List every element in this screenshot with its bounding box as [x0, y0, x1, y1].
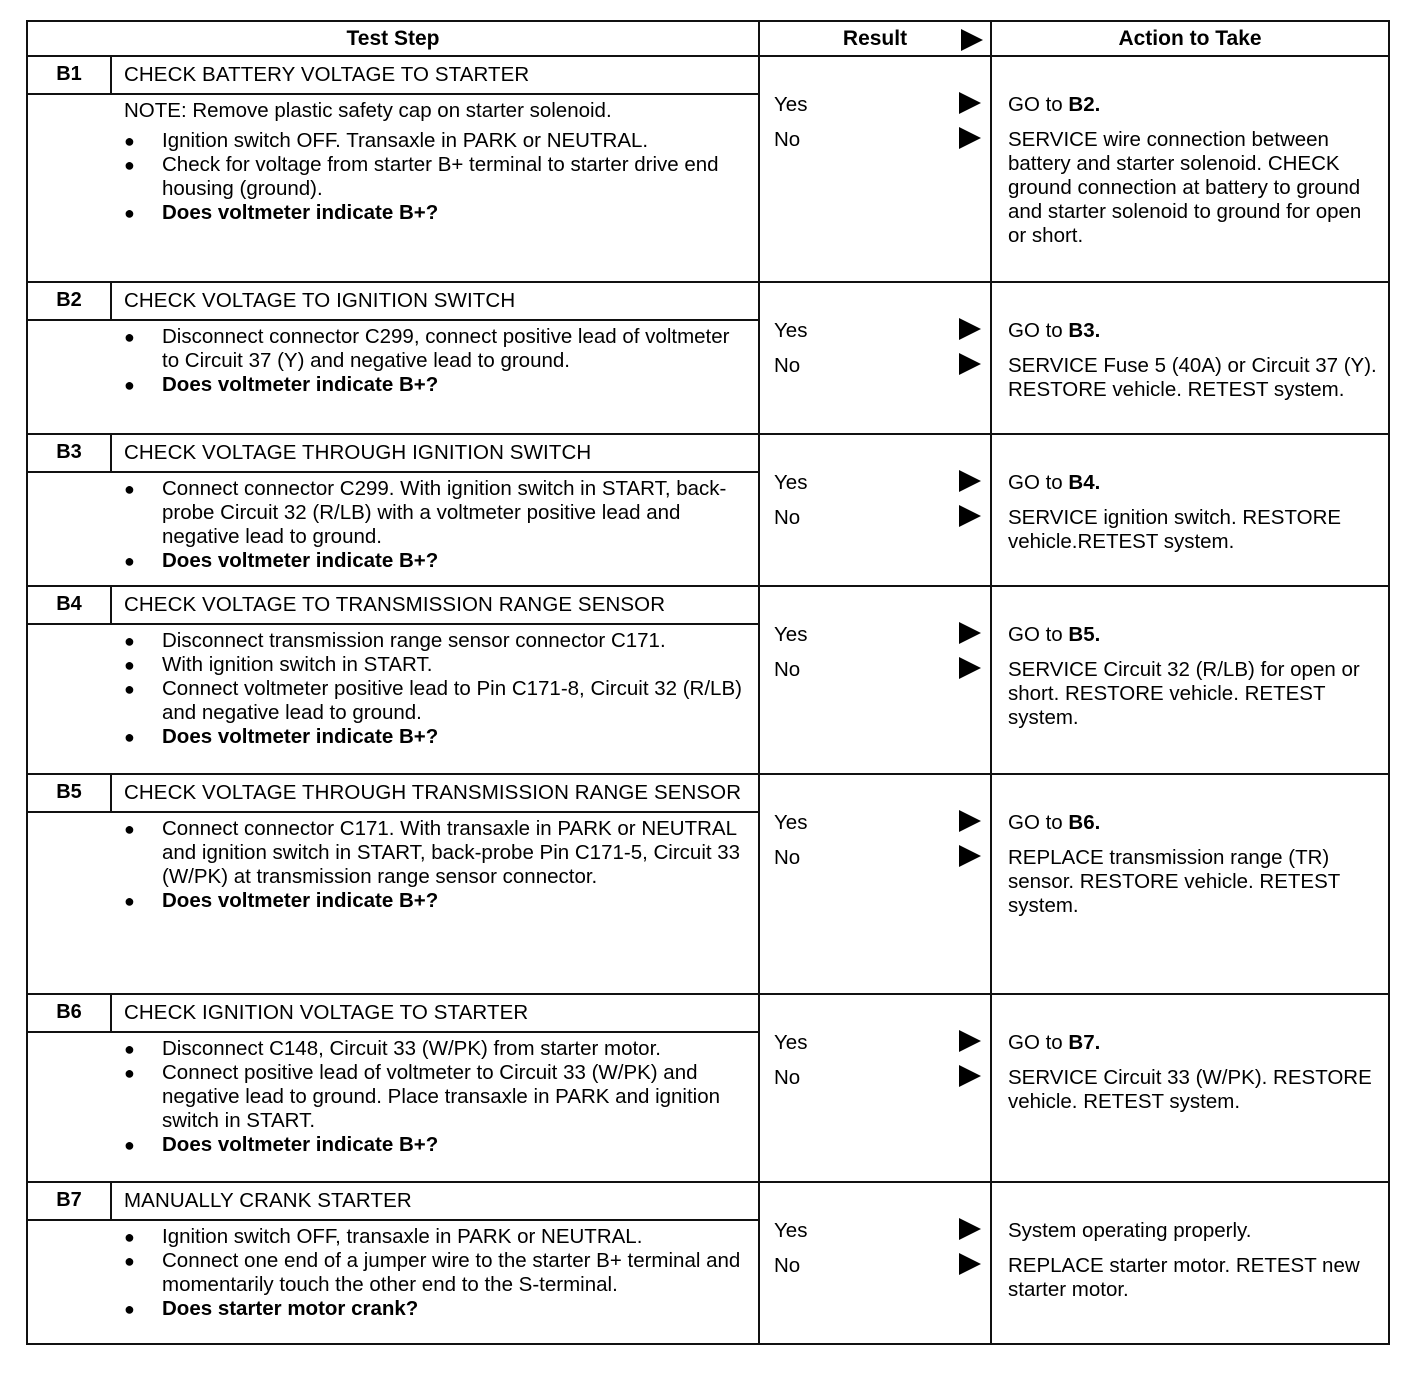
result-yes	[774, 1219, 984, 1254]
result-label: No	[774, 506, 801, 529]
list-item	[124, 677, 748, 725]
bullet-text: Check for voltage from starter B+ terminal to starter drive end housing (ground).	[162, 153, 719, 200]
yes-action-target: B3.	[1068, 319, 1101, 342]
step-bullets	[124, 817, 748, 913]
list-item	[124, 153, 748, 201]
step-id: B2	[28, 283, 112, 319]
result-no	[774, 1066, 984, 1101]
test-step-cell	[27, 994, 759, 1182]
right-arrow-icon	[958, 809, 982, 833]
right-arrow-icon	[958, 91, 982, 115]
table-row-b6	[27, 994, 1389, 1182]
result-label: Yes	[774, 1031, 808, 1054]
right-arrow-icon	[958, 469, 982, 493]
step-body	[28, 473, 758, 581]
step-header	[28, 57, 758, 95]
step-header	[28, 995, 758, 1033]
bullet-text: Ignition switch OFF. Transaxle in PARK or NEUTRAL.	[162, 129, 649, 152]
right-arrow-icon	[958, 621, 982, 645]
list-item	[124, 1037, 748, 1061]
step-header	[28, 283, 758, 321]
result-list	[760, 775, 990, 881]
step-bullets	[124, 1037, 748, 1157]
action-cell	[991, 1182, 1389, 1344]
action-list	[992, 775, 1388, 926]
action-list	[992, 283, 1388, 410]
right-arrow-icon	[958, 1029, 982, 1053]
header-result	[759, 21, 991, 56]
diagnostic-table	[26, 20, 1390, 1345]
bullet-text: Connect voltmeter positive lead to Pin C171-8, Circuit 32 (R/LB) and negative lead to ground.	[162, 677, 742, 724]
bullet-text: Disconnect transmission range sensor connector C171.	[162, 629, 666, 652]
bullet-icon: ●	[124, 131, 135, 151]
test-step-cell	[27, 282, 759, 434]
list-item	[124, 653, 748, 677]
step-header	[28, 1183, 758, 1221]
result-cell	[759, 282, 991, 434]
question-text: Does voltmeter indicate B+?	[162, 373, 439, 396]
right-arrow-icon	[958, 126, 982, 150]
no-action: SERVICE wire connection between battery and starter solenoid. CHECK ground connection at battery to ground and starter solenoid to ground for open or short.	[1008, 128, 1362, 247]
yes-action-prefix: GO to	[1008, 471, 1069, 494]
action-cell	[991, 434, 1389, 586]
yes-action	[1008, 471, 1380, 495]
step-body	[28, 95, 758, 233]
bullet-icon: ●	[124, 631, 135, 651]
result-no	[774, 658, 984, 693]
step-title: CHECK VOLTAGE THROUGH IGNITION SWITCH	[124, 441, 592, 464]
right-arrow-icon	[958, 1064, 982, 1088]
result-no	[774, 846, 984, 881]
bullet-icon: ●	[124, 375, 135, 395]
result-label: No	[774, 658, 801, 681]
result-label: Yes	[774, 811, 808, 834]
right-arrow-icon	[958, 317, 982, 341]
no-action: SERVICE Fuse 5 (40A) or Circuit 37 (Y). RESTORE vehicle. RETEST system.	[1008, 354, 1377, 401]
right-arrow-icon	[958, 656, 982, 680]
header-test-step: Test Step	[27, 21, 759, 56]
yes-action	[1008, 93, 1380, 117]
list-item	[124, 129, 748, 153]
result-no	[774, 506, 984, 541]
yes-action-target: B4.	[1068, 471, 1101, 494]
result-yes	[774, 319, 984, 354]
step-body	[28, 1033, 758, 1165]
test-step-cell	[27, 774, 759, 994]
bullet-icon: ●	[124, 1135, 135, 1155]
right-arrow-icon	[958, 504, 982, 528]
result-label: Yes	[774, 1219, 808, 1242]
yes-action-prefix: System operating properly.	[1008, 1219, 1252, 1242]
question-text: Does voltmeter indicate B+?	[162, 549, 439, 572]
question-item	[124, 201, 748, 225]
result-cell	[759, 586, 991, 774]
step-body	[28, 625, 758, 757]
header-row	[27, 21, 1389, 56]
bullet-text: Ignition switch OFF, transaxle in PARK or NEUTRAL.	[162, 1225, 643, 1248]
yes-action-prefix: GO to	[1008, 93, 1069, 116]
list-item	[124, 1249, 748, 1297]
result-cell	[759, 56, 991, 282]
right-arrow-icon	[958, 352, 982, 376]
step-bullets	[124, 325, 748, 397]
step-id: B5	[28, 775, 112, 811]
bullet-icon: ●	[124, 1063, 135, 1083]
result-label: No	[774, 128, 801, 151]
step-bullets	[124, 1225, 748, 1321]
bullet-icon: ●	[124, 1251, 135, 1271]
step-id: B6	[28, 995, 112, 1031]
test-step-cell	[27, 1182, 759, 1344]
question-text: Does voltmeter indicate B+?	[162, 201, 439, 224]
bullet-text: Connect positive lead of voltmeter to Circuit 33 (W/PK) and negative lead to ground. Place transaxle in PARK and ignition switch in START.	[162, 1061, 721, 1132]
result-yes	[774, 623, 984, 658]
yes-action	[1008, 623, 1380, 647]
step-header	[28, 587, 758, 625]
yes-action-prefix: GO to	[1008, 1031, 1069, 1054]
list-item	[124, 477, 748, 549]
yes-action-target: B2.	[1068, 93, 1101, 116]
right-arrow-icon	[958, 1217, 982, 1241]
step-header	[28, 435, 758, 473]
result-list	[760, 1183, 990, 1289]
bullet-icon: ●	[124, 891, 135, 911]
step-id: B3	[28, 435, 112, 471]
step-body	[28, 321, 758, 405]
question-text: Does voltmeter indicate B+?	[162, 889, 439, 912]
bullet-icon: ●	[124, 1299, 135, 1319]
bullet-text: Connect connector C299. With ignition switch in START, back-probe Circuit 32 (R/LB) with a voltmeter positive lead and negative lead to ground.	[162, 477, 727, 548]
question-item	[124, 373, 748, 397]
yes-action	[1008, 1219, 1380, 1243]
bullet-text: Connect connector C171. With transaxle in PARK or NEUTRAL and ignition switch in START, back-probe Pin C171-5, Circuit 33 (W/PK) at transmission range sensor connector.	[162, 817, 741, 888]
question-text: Does voltmeter indicate B+?	[162, 1133, 439, 1156]
step-title: MANUALLY CRANK STARTER	[124, 1189, 412, 1212]
step-bullets	[124, 129, 748, 225]
yes-action-target: B5.	[1068, 623, 1101, 646]
question-item	[124, 1133, 748, 1157]
question-item	[124, 1297, 748, 1321]
result-list	[760, 283, 990, 389]
result-label: Yes	[774, 471, 808, 494]
bullet-icon: ●	[124, 1227, 135, 1247]
no-action: REPLACE transmission range (TR) sensor. RESTORE vehicle. RETEST system.	[1008, 846, 1340, 917]
bullet-icon: ●	[124, 727, 135, 747]
yes-action	[1008, 811, 1380, 835]
action-list	[992, 57, 1388, 256]
list-item	[124, 1225, 748, 1249]
table-row-b7	[27, 1182, 1389, 1344]
yes-action-prefix: GO to	[1008, 319, 1069, 342]
action-cell	[991, 994, 1389, 1182]
action-cell	[991, 586, 1389, 774]
list-item	[124, 1061, 748, 1133]
result-label: Yes	[774, 93, 808, 116]
table-row-b4	[27, 586, 1389, 774]
list-item	[124, 817, 748, 889]
action-cell	[991, 56, 1389, 282]
result-label: No	[774, 354, 801, 377]
table-row-b3	[27, 434, 1389, 586]
step-body	[28, 813, 758, 921]
question-item	[124, 549, 748, 573]
right-arrow-icon	[958, 844, 982, 868]
step-body	[28, 1221, 758, 1329]
result-label: Yes	[774, 319, 808, 342]
result-list	[760, 995, 990, 1101]
result-label: No	[774, 1254, 801, 1277]
bullet-text: Connect one end of a jumper wire to the starter B+ terminal and momentarily touch the other end to the S-terminal.	[162, 1249, 741, 1296]
step-id: B4	[28, 587, 112, 623]
action-cell	[991, 774, 1389, 994]
step-header	[28, 775, 758, 813]
yes-action-prefix: GO to	[1008, 811, 1069, 834]
result-no	[774, 128, 984, 163]
step-title: CHECK BATTERY VOLTAGE TO STARTER	[124, 63, 530, 86]
result-list	[760, 57, 990, 163]
table-body	[27, 56, 1389, 1344]
step-title: CHECK IGNITION VOLTAGE TO STARTER	[124, 1001, 529, 1024]
action-list	[992, 435, 1388, 562]
table-row-b2	[27, 282, 1389, 434]
yes-action-prefix: GO to	[1008, 623, 1069, 646]
step-title: CHECK VOLTAGE TO IGNITION SWITCH	[124, 289, 516, 312]
result-cell	[759, 774, 991, 994]
step-title: CHECK VOLTAGE THROUGH TRANSMISSION RANGE SENSOR	[124, 781, 742, 804]
action-list	[992, 995, 1388, 1122]
table-row-b5	[27, 774, 1389, 994]
right-arrow-icon	[960, 28, 984, 52]
action-list	[992, 1183, 1388, 1310]
list-item	[124, 325, 748, 373]
question-text: Does voltmeter indicate B+?	[162, 725, 439, 748]
question-item	[124, 725, 748, 749]
action-cell	[991, 282, 1389, 434]
no-action: REPLACE starter motor. RETEST new starter motor.	[1008, 1254, 1360, 1301]
result-no	[774, 354, 984, 389]
bullet-icon: ●	[124, 203, 135, 223]
question-text: Does starter motor crank?	[162, 1297, 419, 1320]
bullet-icon: ●	[124, 655, 135, 675]
no-action: SERVICE Circuit 33 (W/PK). RESTORE vehicle. RETEST system.	[1008, 1066, 1372, 1113]
bullet-text: Disconnect C148, Circuit 33 (W/PK) from starter motor.	[162, 1037, 661, 1060]
step-id: B7	[28, 1183, 112, 1219]
result-cell	[759, 1182, 991, 1344]
result-label: No	[774, 1066, 801, 1089]
bullet-icon: ●	[124, 679, 135, 699]
no-action: SERVICE ignition switch. RESTORE vehicle.RETEST system.	[1008, 506, 1342, 553]
yes-action-target: B7.	[1068, 1031, 1101, 1054]
bullet-icon: ●	[124, 551, 135, 571]
action-list	[992, 587, 1388, 738]
result-no	[774, 1254, 984, 1289]
step-title: CHECK VOLTAGE TO TRANSMISSION RANGE SENSOR	[124, 593, 666, 616]
step-id: B1	[28, 57, 112, 93]
bullet-text: With ignition switch in START.	[162, 653, 433, 676]
result-cell	[759, 434, 991, 586]
result-label: Yes	[774, 623, 808, 646]
no-action: SERVICE Circuit 32 (R/LB) for open or short. RESTORE vehicle. RETEST system.	[1008, 658, 1360, 729]
test-step-cell	[27, 434, 759, 586]
header-result-label: Result	[842, 26, 908, 50]
header-action: Action to Take	[991, 21, 1389, 56]
table-row-b1	[27, 56, 1389, 282]
bullet-text: Disconnect connector C299, connect positive lead of voltmeter to Circuit 37 (Y) and negative lead to ground.	[162, 325, 730, 372]
list-item	[124, 629, 748, 653]
question-item	[124, 889, 748, 913]
result-list	[760, 587, 990, 693]
result-yes	[774, 93, 984, 128]
result-list	[760, 435, 990, 541]
bullet-icon: ●	[124, 155, 135, 175]
bullet-icon: ●	[124, 327, 135, 347]
right-arrow-icon	[958, 1252, 982, 1276]
bullet-icon: ●	[124, 1039, 135, 1059]
result-cell	[759, 994, 991, 1182]
step-bullets	[124, 629, 748, 749]
test-step-cell	[27, 586, 759, 774]
result-yes	[774, 811, 984, 846]
diagnostic-table-sheet	[26, 20, 1388, 1345]
yes-action-target: B6.	[1068, 811, 1101, 834]
yes-action	[1008, 1031, 1380, 1055]
test-step-cell	[27, 56, 759, 282]
result-yes	[774, 1031, 984, 1066]
yes-action	[1008, 319, 1380, 343]
bullet-icon: ●	[124, 479, 135, 499]
result-yes	[774, 471, 984, 506]
step-note: NOTE: Remove plastic safety cap on starter solenoid.	[124, 99, 612, 122]
step-bullets	[124, 477, 748, 573]
result-label: No	[774, 846, 801, 869]
bullet-icon: ●	[124, 819, 135, 839]
